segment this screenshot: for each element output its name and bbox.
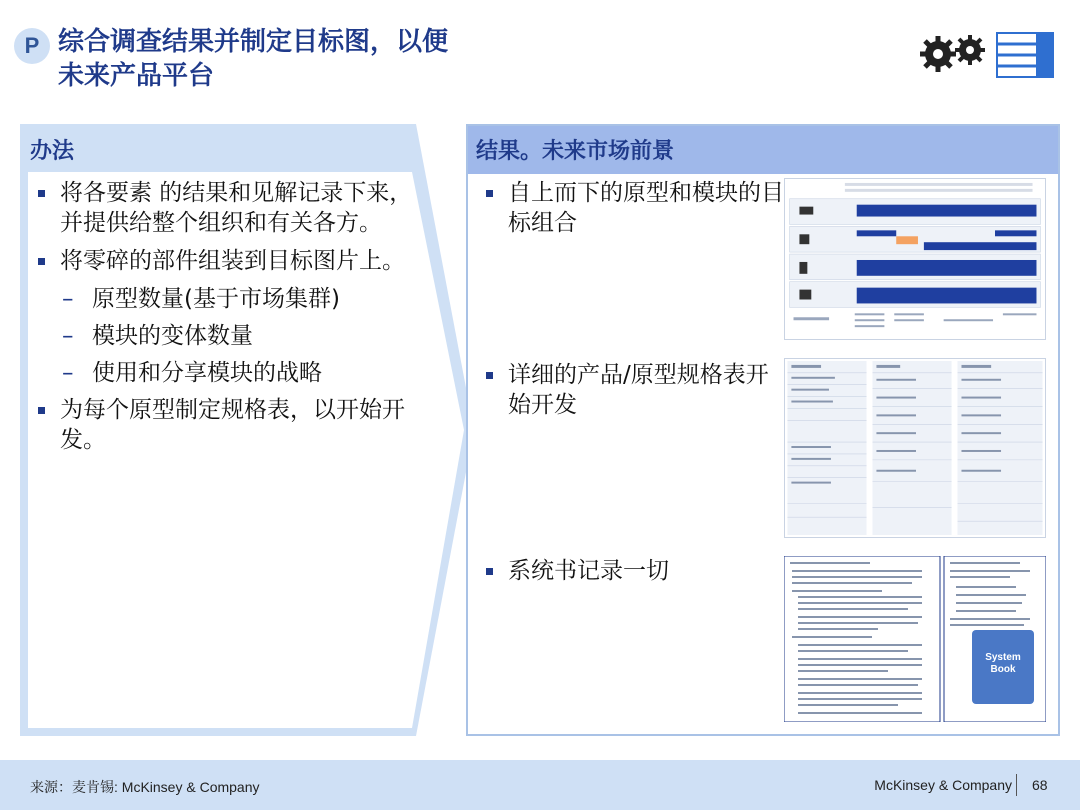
approach-heading: 办法 xyxy=(30,139,75,164)
results-item-3: 系统书记录一切 xyxy=(484,556,784,586)
spec-sheet-thumbnail xyxy=(784,358,1046,538)
approach-sub-3: – 使用和分享模块的战略 xyxy=(34,358,424,388)
page-title xyxy=(58,26,698,94)
title-line-1: 综合调查结果并制定目标图，以便 xyxy=(58,27,449,57)
system-book-icon: System Book xyxy=(972,630,1034,704)
approach-bullet-3: 为每个原型制定规格表，以开始开发。 xyxy=(34,395,424,455)
approach-sub-2: – 模块的变体数量 xyxy=(34,321,424,351)
approach-bullet-1: 将各要素 的结果和见解记录下来， 并提供给整个组织和有关各方。 xyxy=(34,178,424,238)
footer-brand: McKinsey & Company xyxy=(874,777,1012,793)
results-item-2: 详细的产品/原型规格表开始开发 xyxy=(484,360,784,420)
title-line-2: 未来产品平台 xyxy=(58,60,215,91)
section-badge: P xyxy=(14,28,50,64)
gears-icon xyxy=(920,30,990,78)
approach-sub-1: – 原型数量(基于市场集群) xyxy=(34,284,424,314)
results-panel xyxy=(466,124,1060,736)
approach-list xyxy=(34,178,424,463)
source-note: 来源：麦肯锡: McKinsey & Company xyxy=(30,779,260,795)
results-item-1: 自上而下的原型和模块的目标组合 xyxy=(484,178,784,238)
approach-panel xyxy=(20,124,482,736)
results-heading: 结果。未来市场前景 xyxy=(468,126,1058,174)
footer-divider xyxy=(1016,774,1017,796)
system-book-thumbnail xyxy=(784,556,1046,722)
approach-bullet-2: 将零碎的部件组装到目标图片上。 xyxy=(34,246,424,276)
target-portfolio-thumbnail xyxy=(784,178,1046,340)
footer xyxy=(0,760,1080,810)
table-icon xyxy=(996,32,1054,78)
page-number: 68 xyxy=(1032,777,1048,793)
